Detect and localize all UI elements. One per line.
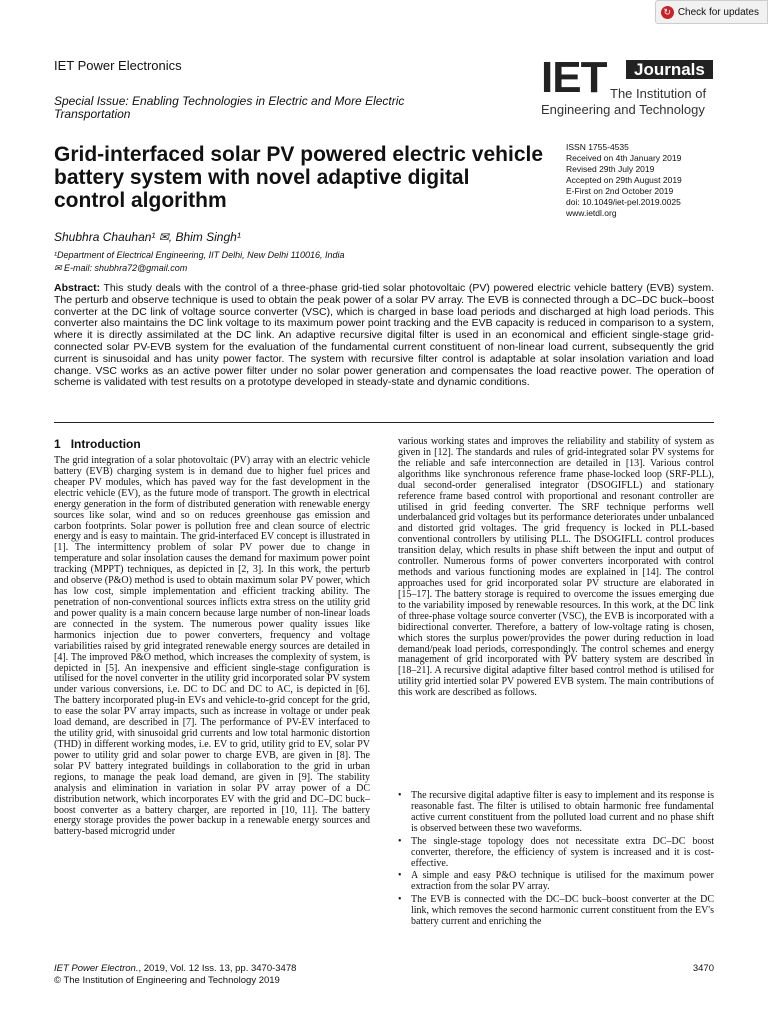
email[interactable]: ✉ E-mail: shubhra72@gmail.com [54,263,188,273]
citation-line [54,963,296,975]
list-item: • The recursive digital adaptive filter is easy to implement and its response is reasonable fast. The filter is utilised to obtain harmonic free fundamental active current constituent from the polluted load current and no phase shift is observed between these two waveforms. [398,790,714,834]
page-number: 3470 [692,963,714,974]
abstract-label: Abstract: [54,282,101,294]
received-date: Received on 4th January 2019 [566,153,682,163]
abstract [54,283,714,389]
bullet-icon: • [398,790,402,801]
list-item: • A simple and easy P&O technique is utilised for the maximum power extraction from the solar PV array. [398,870,714,893]
copyright: © The Institution of Engineering and Technology 2019 [54,975,280,986]
paper-title: Grid-interfaced solar PV powered electric vehicle battery system with novel adaptive digital control algorithm [54,143,544,212]
section-title: Introduction [70,437,141,451]
doi[interactable]: doi: 10.1049/iet-pel.2019.0025 [566,197,681,207]
authors: Shubhra Chauhan¹ ✉, Bhim Singh¹ [54,230,241,244]
list-item: • The EVB is connected with the DC–DC buck–boost converter at the DC link, which removes the second harmonic current constituent from the EV's battery current and enriching the [398,894,714,928]
abstract-divider [54,422,714,423]
bullet-icon: • [398,870,402,882]
intro-column-left: The grid integration of a solar photovoltaic (PV) array with an electric vehicle battery (EVB) charging system is in demand due to higher fuel prices and cheaper PV modules, which has paved way for the fast development in the electric vehicle (EV), as the future mode of transport. The growth in electrical energy generation in the form of distributed generation with renewable energy sources like solar, wind and so on reduces greenhouse gas emission and carbon footprints. Solar power is pollution free and clean source of electric energy and is easy to maintain. The grid-interfaced EV concept is illustrated in [1]. The intermittency problem of solar PV power due to change in temperature and solar insolation causes the demand for maximum power point tracking (MPPT) techniques, as depicted in [2, 3]. In this work, the perturb and observe (P&O) method is used to obtain maximum solar PV power, which has low cost, simple implementation and efficient tracking ability. The penetration of non-conventional sources inflicts extra stress on the utility grid and power quality is a main concern because large number of non-linear loads are connected in the system. The numerous power quality issues like harmonics injection due to power converters, frequency and voltage variabilities raised by grid integrated renewable energy sources are detailed in [4]. The improved P&O method, which increases the complexity of system, is depicted in [5]. An inexpensive and efficient single-stage configuration is utilised for the novel converter in the utility grid incorporated solar PV system under various conversions, i.e. DC to DC and DC to AC, is depicted in [6]. The battery incorporated plug-in EVs and vehicle-to-grid concept for the grid, to ease the solar PV array impacts, such as increase in voltage or under peak load demand, are described in [7]. The performance of PV-EV interfaced to the utility grid, with sinusoidal grid currents and low total harmonic distortion (THD) in different working modes, i.e. EV to grid, utility grid to EV, solar PV power to utility grid and solar power to charge EVB, are given in [8]. The solar PV battery integrated buildings in collaboration to the grid in urban regions, to manage the peak load demand, are given in [9]. The stability analysis and elimination in variation in solar PV array power of a DC distribution network, which incorporates EV with the grid and DC–DC buck–boost converter as a battery charger, are reported in [10, 11]. The battery energy storage provides the power backup in a renewable energy sources and battery-based microgrid under [54,455,370,838]
revised-date: Revised 29th July 2019 [566,164,655,174]
issn: ISSN 1755-4535 [566,142,629,152]
abstract-text: This study deals with the control of a three-phase grid-tied solar photovoltaic (PV) powered electric vehicle battery (EVB) system. The perturb and observe technique is used to obtain the peak power of a solar PV array. The EVB is connected through a DC–DC buck–boost converter at the DC link of voltage source converter (VSC), which is charged in base load periods and discharged at high load periods. This converter also maintains the DC link voltage to its maximum power point tracking and the EVB capacity is reduced in comparison to a system, where it is directly assimilated at the DC link. An adaptive recursive digital filter is used in an economical and efficient single-stage grid-connected solar PV-EVB system for the evaluation of the fundamental current constituent of non-linear load current, subsequently the grid current is sinusoidal and has unity power factor. The system with recursive filter control is adaptable at solar insolation variation and load change. VSC works as an active power filter under no solar power generation and compensates the load reactive power. The operation of scheme is validated with test results on a prototype developed in steady-state and dynamic conditions. [54,282,714,389]
institution-line1: The Institution of [610,86,707,101]
list-item: • The single-stage topology does not necessitate extra DC–DC boost converter, therefore, the efficiency of system is increased and it is cost-effective. [398,835,714,869]
contributions-list [398,791,714,930]
iet-logo: IET [541,53,607,102]
check-for-updates-label: Check for updates [677,6,759,18]
affiliation: ¹Department of Electrical Engineering, IIT Delhi, New Delhi 110016, India [54,250,345,260]
citation-details: , 2019, Vol. 12 Iss. 13, pp. 3470-3478 [138,963,297,974]
efirst-date: E-First on 2nd October 2019 [566,186,674,196]
institution-line2: Engineering and Technology [541,102,705,117]
website-link[interactable]: www.ietdl.org [566,208,617,218]
update-icon: ↻ [661,6,674,19]
special-issue: Special Issue: Enabling Technologies in Electric and More Electric Transportation [54,94,405,121]
article-meta [566,142,682,219]
journal-name: IET Power Electronics [54,58,182,73]
check-for-updates-badge[interactable] [655,0,768,24]
footer-citation [54,963,296,987]
accepted-date: Accepted on 29th August 2019 [566,175,682,185]
citation-journal: IET Power Electron. [54,963,139,974]
intro-column-right: various working states and improves the reliability and stability of system as given in [12]. The standards and rules of grid-integrated solar PV systems for the reliable and safe interconnection are detailed in [13]. Various control algorithms like synchronous reference frame phase-locked loop (SRF-PLL), dual second-order generalised integrator (DSOGIFLL) and stationary reference frame based control with proportional and resonant controller are utilised in grid feeding converter. The SRF technique performs well underbalanced grid voltages but its performance deteriorates under unbalanced and distorted grid voltages. The grid frequency is locked in PLL-based conventional controllers by utilising PLL. The DSOGIFLL control produces transition delay, which results in phase shift between the input and output of controller. Numerous forms of power converters incorporated with control methods and various functioning modes are explained in [14]. The control approaches used for grid incorporated solar PV structure are elaborated in [15–17]. The battery storage is required to overcome the issues emerging due to the variability imposed by renewable resources. In this work, at the DC link of three-phase voltage source converter (VSC), the EVB is incorporated with a bidirectional converter. Therefore, a battery of low-voltage rating is chosen, which stores the surplus power/provides the power during reduction in load demand/peak load periods, correspondingly. The control schemes and energy management of grid incorporated with PV battery system are described in [18–21]. A recursive digital adaptive filter based control method is utilised for utility grid intertied solar PV powered EVB system. The main contributions of this work are described as follows. [398,436,714,699]
journals-label: Journals [626,60,713,79]
bullet-icon: • [398,894,402,906]
section-number: 1 [54,437,61,451]
bullet-icon: • [398,835,402,847]
section-heading [54,437,141,451]
